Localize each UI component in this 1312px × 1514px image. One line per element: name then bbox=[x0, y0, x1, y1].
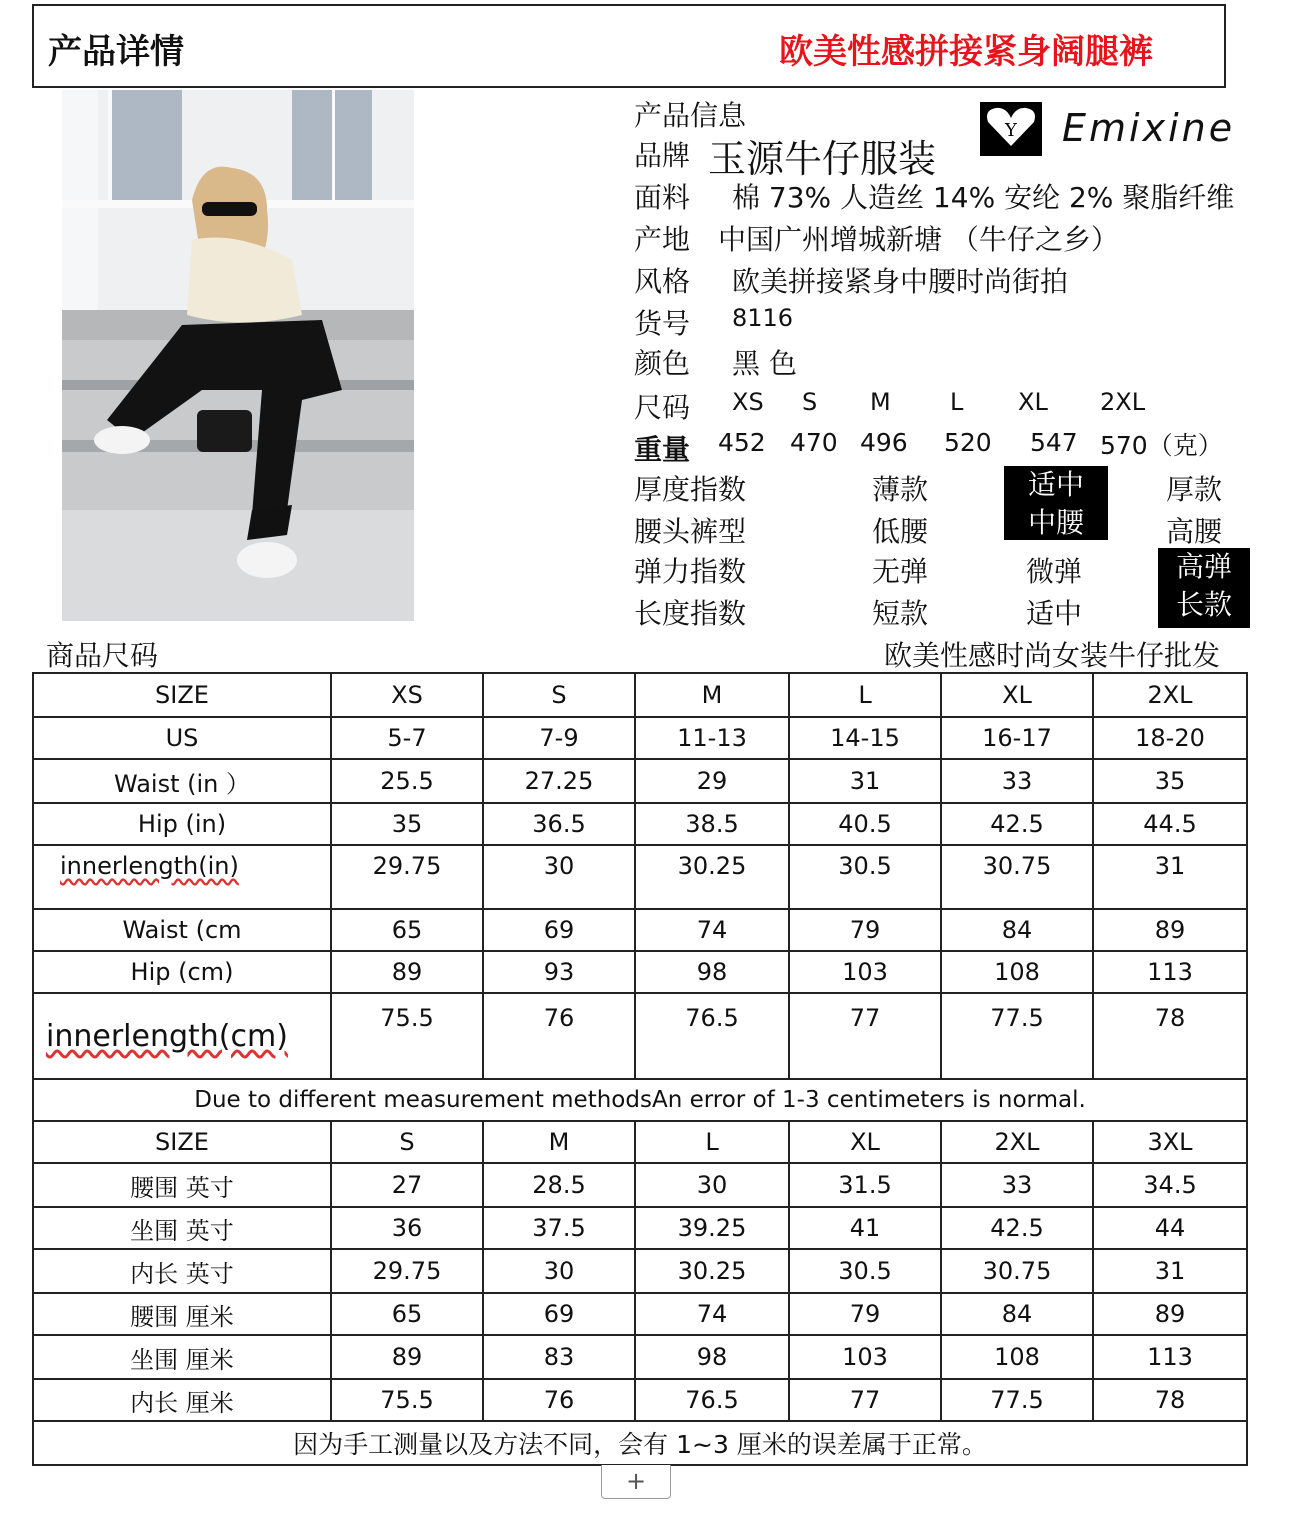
weight-2xl: 570（克） bbox=[1100, 431, 1223, 460]
table-cell: 69 bbox=[483, 909, 635, 951]
table-cell: Waist (in ） bbox=[33, 759, 331, 803]
table-cell: 113 bbox=[1093, 951, 1247, 993]
fabric-value: 棉 73% 人造丝 14% 安纶 2% 聚脂纤维 bbox=[732, 181, 1235, 214]
table-cell: 30 bbox=[635, 1163, 789, 1207]
table-cell: 腰围 英寸 bbox=[33, 1163, 331, 1207]
table-cell: 14-15 bbox=[789, 717, 941, 759]
table-cell: 坐围 英寸 bbox=[33, 1207, 331, 1249]
color-label: 颜色 bbox=[634, 347, 691, 380]
product-photo bbox=[62, 90, 414, 621]
waist-high: 高腰 bbox=[1166, 515, 1223, 548]
table-cell: 44.5 bbox=[1093, 803, 1247, 845]
brand-value: 玉源牛仔服装 bbox=[708, 137, 937, 181]
table-cell: 89 bbox=[331, 1335, 483, 1379]
stretch-none: 无弹 bbox=[872, 555, 929, 588]
table-cell: M bbox=[483, 1121, 635, 1163]
table-cell: 93 bbox=[483, 951, 635, 993]
table-cell: 28.5 bbox=[483, 1163, 635, 1207]
table-cell: 35 bbox=[331, 803, 483, 845]
table-cell: 31.5 bbox=[789, 1163, 941, 1207]
size-m: M bbox=[870, 388, 891, 416]
table-cell: 27.25 bbox=[483, 759, 635, 803]
weight-xl: 547 bbox=[1030, 428, 1078, 457]
table-cell: 27 bbox=[331, 1163, 483, 1207]
origin-value: 中国广州增城新塘 （牛仔之乡） bbox=[718, 223, 1119, 256]
table-cell: 79 bbox=[789, 1293, 941, 1335]
table-cell: 42.5 bbox=[941, 803, 1093, 845]
table-row bbox=[33, 759, 1247, 803]
table-cell: S bbox=[483, 673, 635, 717]
weight-xs: 452 bbox=[718, 428, 766, 457]
table-cell-text: innerlength(cm) bbox=[46, 1018, 288, 1054]
stretch-length-highlight bbox=[1158, 548, 1250, 628]
table-cell: L bbox=[789, 673, 941, 717]
length-medium: 适中 bbox=[1026, 597, 1083, 630]
table-cell: 坐围 厘米 bbox=[33, 1335, 331, 1379]
table-cell: 30.5 bbox=[789, 1249, 941, 1293]
table-cell: 84 bbox=[941, 1293, 1093, 1335]
waist-mid: 中腰 bbox=[1027, 506, 1084, 539]
table-cell: 3XL bbox=[1093, 1121, 1247, 1163]
table-cell: 77.5 bbox=[941, 1379, 1093, 1421]
table-cell: 5-7 bbox=[331, 717, 483, 759]
table-cell: 78 bbox=[1093, 1379, 1247, 1421]
brand-label: 品牌 bbox=[634, 139, 691, 172]
table-cell: 76.5 bbox=[635, 993, 789, 1079]
size-table bbox=[32, 672, 1248, 1466]
table-cell: 103 bbox=[789, 1335, 941, 1379]
table-cell-text: innerlength(in) bbox=[60, 852, 239, 880]
info-section-title: 产品信息 bbox=[634, 99, 747, 132]
table-cell: 44 bbox=[1093, 1207, 1247, 1249]
table-row bbox=[33, 1249, 1247, 1293]
table-cell: 25.5 bbox=[331, 759, 483, 803]
thickness-waist-highlight bbox=[1004, 466, 1108, 540]
table-cell: 2XL bbox=[941, 1121, 1093, 1163]
thickness-thin: 薄款 bbox=[872, 473, 929, 506]
table-row bbox=[33, 845, 1247, 909]
table-cell: SIZE bbox=[33, 1121, 331, 1163]
table-cell: 29.75 bbox=[331, 1249, 483, 1293]
table-cell: 30.5 bbox=[789, 845, 941, 909]
table-cell: 16-17 bbox=[941, 717, 1093, 759]
table-cell: 30.25 bbox=[635, 1249, 789, 1293]
table-cell: 77 bbox=[789, 1379, 941, 1421]
table-cell: 98 bbox=[635, 1335, 789, 1379]
thickness-medium: 适中 bbox=[1027, 468, 1084, 501]
svg-text:Y: Y bbox=[1005, 120, 1017, 141]
table-cell: 113 bbox=[1093, 1335, 1247, 1379]
table-cell: 30.75 bbox=[941, 1249, 1093, 1293]
color-value: 黑 色 bbox=[732, 347, 797, 380]
waist-low: 低腰 bbox=[872, 515, 929, 548]
table-cell: 29.75 bbox=[331, 845, 483, 909]
plus-icon: + bbox=[625, 1467, 647, 1495]
measurement-note-cn: 因为手工测量以及方法不同，会有 1~3 厘米的误差属于正常。 bbox=[33, 1421, 1247, 1465]
table-cell: XL bbox=[789, 1121, 941, 1163]
waist-label: 腰头裤型 bbox=[634, 515, 747, 548]
table-cell: 内长 英寸 bbox=[33, 1249, 331, 1293]
length-label: 长度指数 bbox=[634, 597, 747, 630]
thickness-thick: 厚款 bbox=[1166, 473, 1223, 506]
table-cell: 40.5 bbox=[789, 803, 941, 845]
table-cell: 89 bbox=[1093, 1293, 1247, 1335]
sku-label: 货号 bbox=[634, 307, 691, 340]
table-cell: 75.5 bbox=[331, 993, 483, 1079]
size-l: L bbox=[950, 388, 964, 416]
table-cell: M bbox=[635, 673, 789, 717]
table-cell: 75.5 bbox=[331, 1379, 483, 1421]
stretch-label: 弹力指数 bbox=[634, 555, 747, 588]
table-cell: 108 bbox=[941, 1335, 1093, 1379]
table-cell: 79 bbox=[789, 909, 941, 951]
table-row bbox=[33, 1335, 1247, 1379]
tagline: 欧美性感时尚女装牛仔批发 bbox=[884, 639, 1221, 672]
size-s: S bbox=[802, 388, 818, 416]
product-name: 欧美性感拼接紧身阔腿裤 bbox=[779, 32, 1153, 72]
table-row bbox=[33, 1163, 1247, 1207]
page-title: 产品详情 bbox=[48, 32, 184, 72]
table-row bbox=[33, 951, 1247, 993]
table-cell: US bbox=[33, 717, 331, 759]
table-cell: 36.5 bbox=[483, 803, 635, 845]
table-row bbox=[33, 673, 1247, 717]
table-cell: 74 bbox=[635, 1293, 789, 1335]
origin-label: 产地 bbox=[634, 223, 691, 256]
table-cell: 78 bbox=[1093, 993, 1247, 1079]
table-cell: 33 bbox=[941, 1163, 1093, 1207]
length-long: 长款 bbox=[1175, 588, 1232, 621]
style-value: 欧美拼接紧身中腰时尚街拍 bbox=[732, 265, 1069, 298]
size-2xl: 2XL bbox=[1100, 388, 1146, 416]
table-cell: 34.5 bbox=[1093, 1163, 1247, 1207]
table-cell: Hip (in) bbox=[33, 803, 331, 845]
table-cell: 11-13 bbox=[635, 717, 789, 759]
table-row bbox=[33, 1379, 1247, 1421]
table-cell: 腰围 厘米 bbox=[33, 1293, 331, 1335]
table-cell: 84 bbox=[941, 909, 1093, 951]
table-cell bbox=[33, 993, 331, 1079]
table-cell: 30.25 bbox=[635, 845, 789, 909]
measurement-note-en: Due to different measurement methodsAn error of 1-3 centimeters is normal. bbox=[33, 1079, 1247, 1121]
table-cell bbox=[33, 845, 331, 909]
table-cell: 77 bbox=[789, 993, 941, 1079]
table-cell: 31 bbox=[1093, 1249, 1247, 1293]
style-label: 风格 bbox=[634, 265, 691, 298]
table-cell: 29 bbox=[635, 759, 789, 803]
table-cell: 89 bbox=[1093, 909, 1247, 951]
table-cell: 65 bbox=[331, 1293, 483, 1335]
table-cell: 2XL bbox=[1093, 673, 1247, 717]
table-cell: 38.5 bbox=[635, 803, 789, 845]
table-cell: 37.5 bbox=[483, 1207, 635, 1249]
weight-m: 496 bbox=[860, 428, 908, 457]
table-row bbox=[33, 1079, 1247, 1121]
table-row bbox=[33, 1207, 1247, 1249]
table-cell: 30 bbox=[483, 845, 635, 909]
table-cell: 108 bbox=[941, 951, 1093, 993]
weight-s: 470 bbox=[790, 428, 838, 457]
table-cell: 35 bbox=[1093, 759, 1247, 803]
length-short: 短款 bbox=[872, 597, 929, 630]
table-row bbox=[33, 909, 1247, 951]
table-cell: 41 bbox=[789, 1207, 941, 1249]
sku-value: 8116 bbox=[732, 304, 794, 332]
table-cell: 31 bbox=[789, 759, 941, 803]
table-cell: 98 bbox=[635, 951, 789, 993]
table-cell: 77.5 bbox=[941, 993, 1093, 1079]
table-cell: Hip (cm) bbox=[33, 951, 331, 993]
logo-text: Emixine bbox=[1062, 106, 1236, 150]
table-row bbox=[33, 1421, 1247, 1465]
table-cell: 42.5 bbox=[941, 1207, 1093, 1249]
table-cell: 89 bbox=[331, 951, 483, 993]
size-section-title: 商品尺码 bbox=[46, 639, 159, 672]
table-cell: 30 bbox=[483, 1249, 635, 1293]
thickness-label: 厚度指数 bbox=[634, 473, 747, 506]
table-cell: 76 bbox=[483, 1379, 635, 1421]
table-row bbox=[33, 717, 1247, 759]
table-cell: 76 bbox=[483, 993, 635, 1079]
table-row bbox=[33, 1293, 1247, 1335]
table-cell: S bbox=[331, 1121, 483, 1163]
table-cell: 103 bbox=[789, 951, 941, 993]
weight-l: 520 bbox=[944, 428, 992, 457]
table-cell: 内长 厘米 bbox=[33, 1379, 331, 1421]
stretch-high: 高弹 bbox=[1175, 550, 1232, 583]
table-cell: SIZE bbox=[33, 673, 331, 717]
table-cell: 69 bbox=[483, 1293, 635, 1335]
table-cell: 39.25 bbox=[635, 1207, 789, 1249]
table-cell: 30.75 bbox=[941, 845, 1093, 909]
size-label: 尺码 bbox=[634, 391, 691, 424]
stretch-slight: 微弹 bbox=[1026, 555, 1083, 588]
table-row bbox=[33, 803, 1247, 845]
weight-label: 重量 bbox=[634, 433, 691, 466]
header-box bbox=[32, 4, 1226, 88]
table-cell: L bbox=[635, 1121, 789, 1163]
table-cell: 74 bbox=[635, 909, 789, 951]
table-cell: 31 bbox=[1093, 845, 1247, 909]
table-cell: Waist (cm bbox=[33, 909, 331, 951]
size-xs: XS bbox=[732, 388, 764, 416]
table-cell: 33 bbox=[941, 759, 1093, 803]
size-xl: XL bbox=[1018, 388, 1048, 416]
table-row bbox=[33, 993, 1247, 1079]
brand-logo bbox=[970, 96, 1236, 162]
table-cell: 65 bbox=[331, 909, 483, 951]
table-cell: 18-20 bbox=[1093, 717, 1247, 759]
table-cell: XS bbox=[331, 673, 483, 717]
table-cell: 36 bbox=[331, 1207, 483, 1249]
table-row bbox=[33, 1121, 1247, 1163]
table-cell: 76.5 bbox=[635, 1379, 789, 1421]
add-row-button[interactable] bbox=[601, 1465, 671, 1499]
table-cell: 7-9 bbox=[483, 717, 635, 759]
fabric-label: 面料 bbox=[634, 181, 691, 214]
table-cell: 83 bbox=[483, 1335, 635, 1379]
table-cell: XL bbox=[941, 673, 1093, 717]
